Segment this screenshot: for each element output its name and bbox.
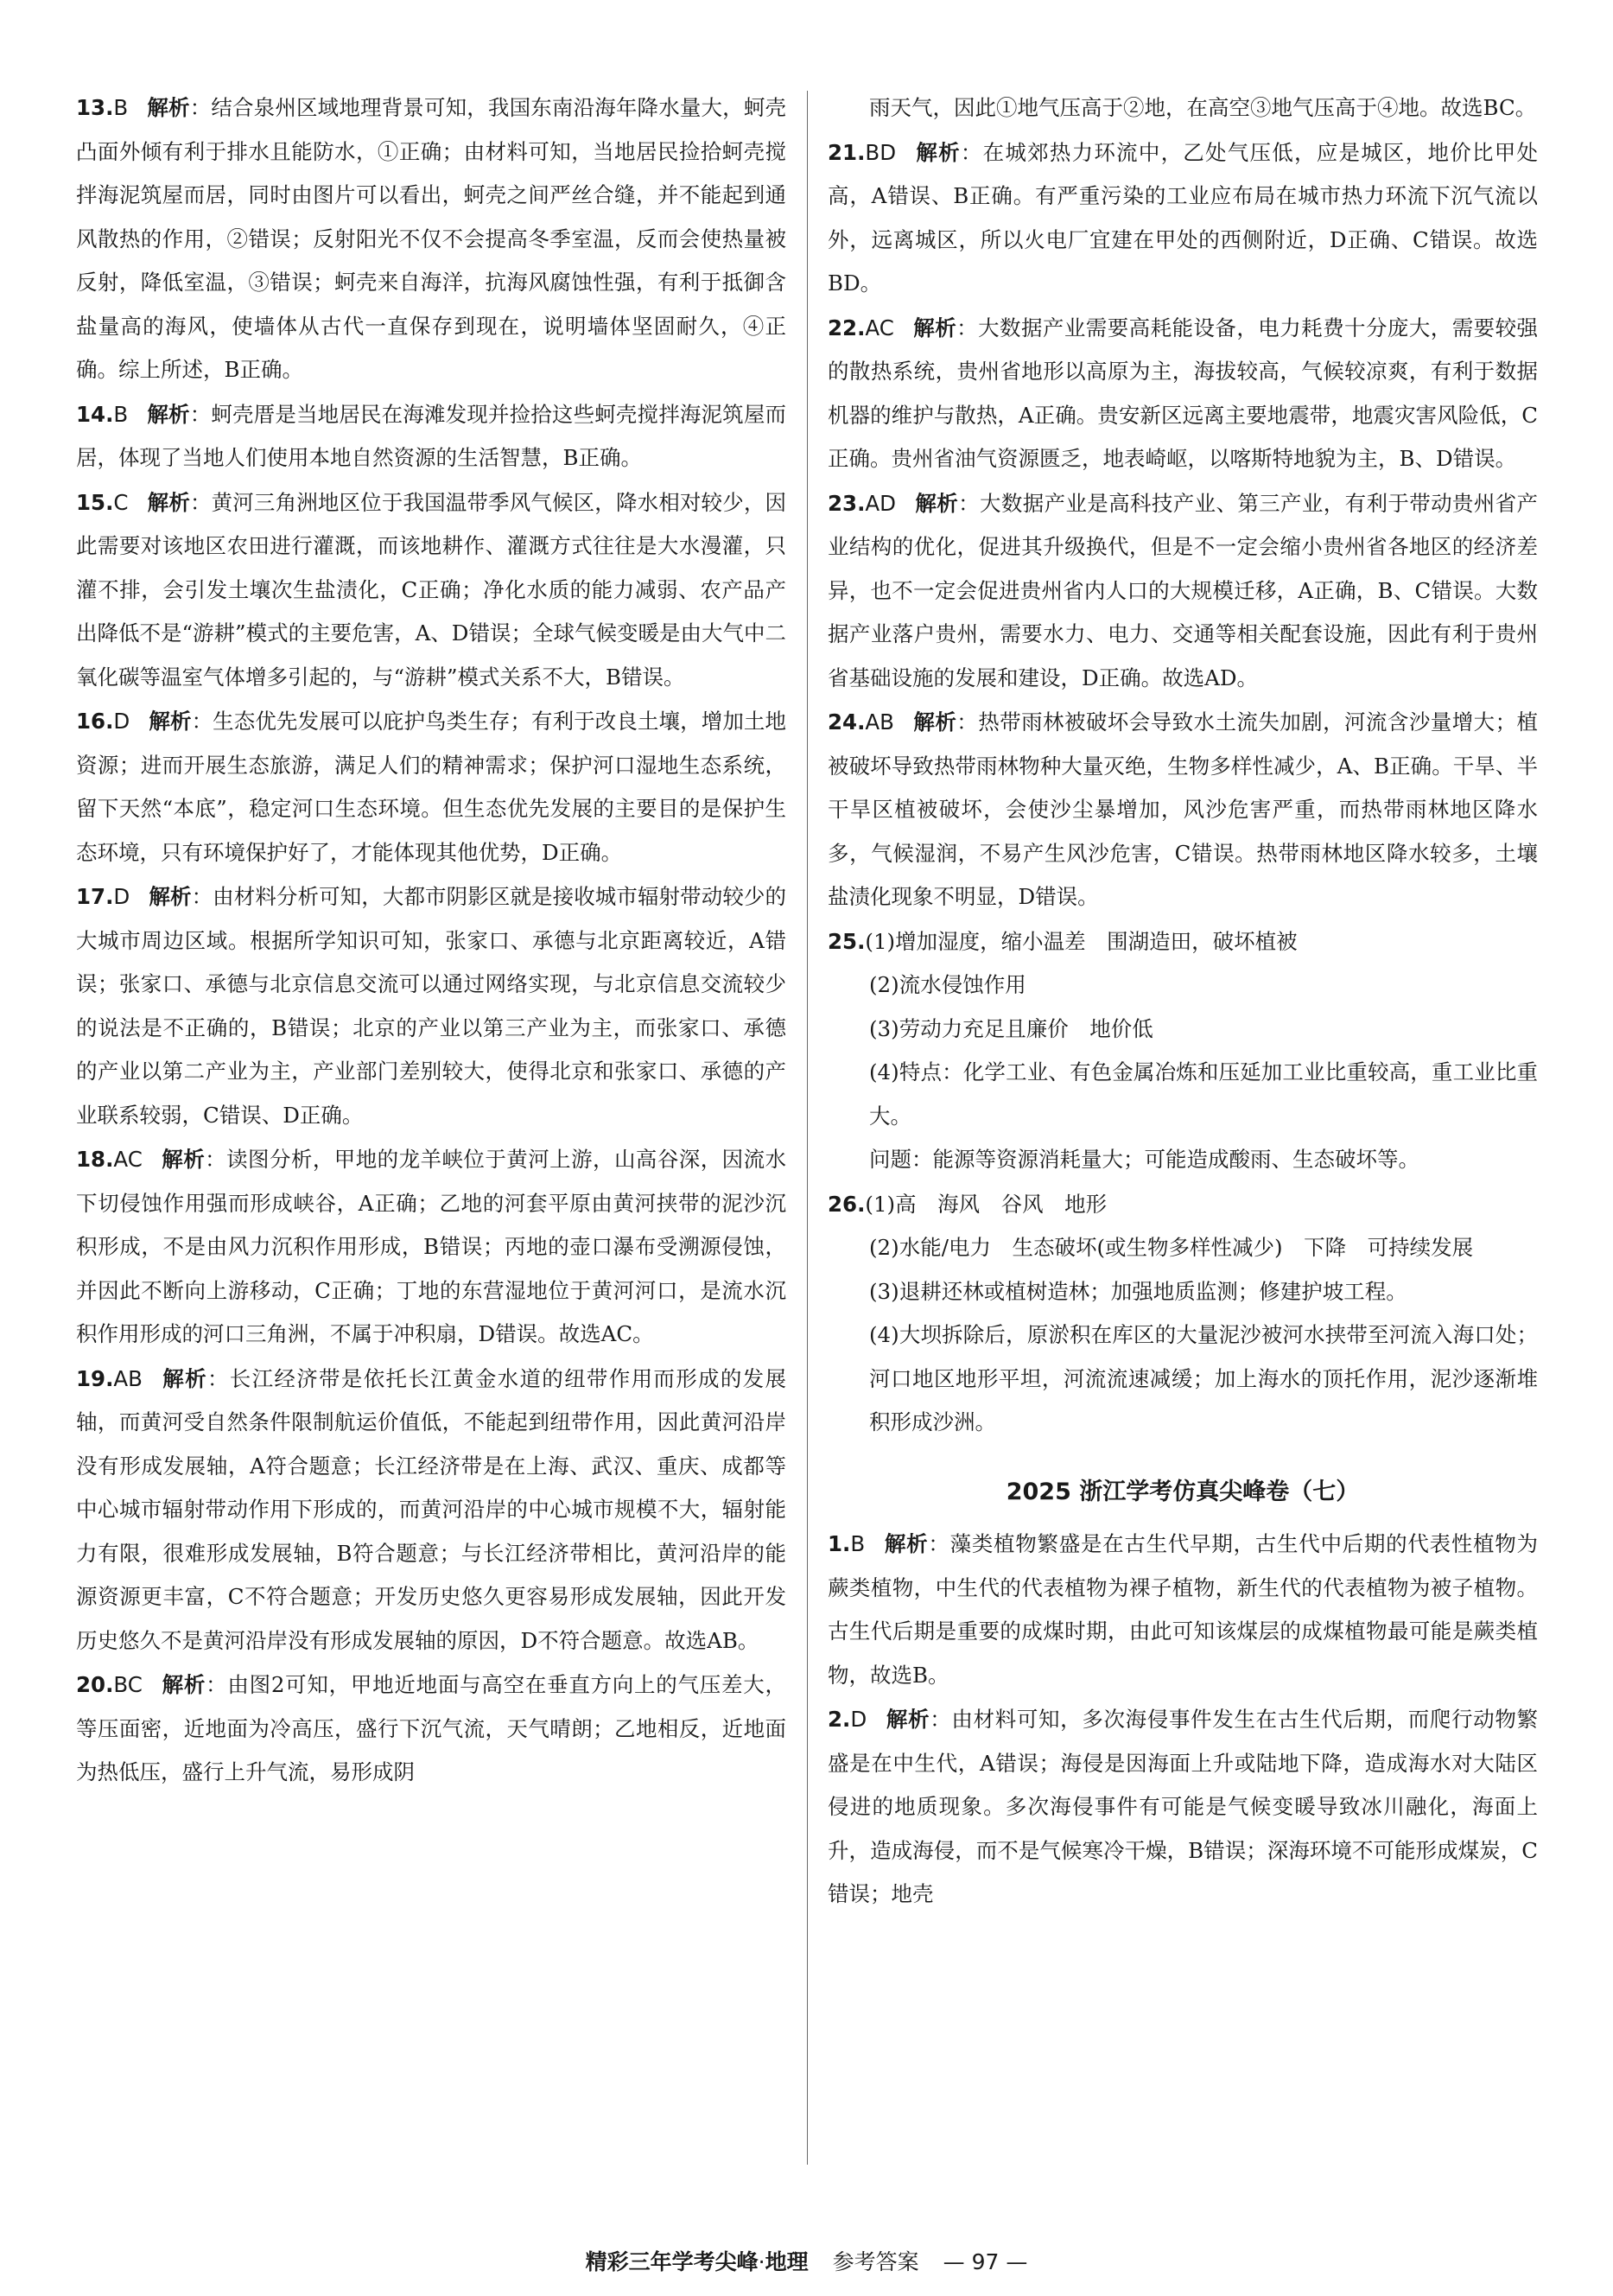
answer-choice: AB xyxy=(113,1365,143,1391)
analysis-text: ：藻类植物繁盛是在古生代早期，古生代中后期的代表性植物为蕨类植物，中生代的代表植物为裸子植物，新生代的代表植物为被子植物。古生代后期是重要的成煤时期，由此可知该煤层的成煤植物最可能是蕨类植物，故选B。 xyxy=(828,1531,1539,1688)
analysis-label: 解析 xyxy=(149,709,192,734)
analysis-label: 解析 xyxy=(886,1707,930,1732)
footer-dot: · xyxy=(758,2249,765,2274)
question-number: 22. xyxy=(828,315,866,340)
section-title: 2025 浙江学考仿真尖峰卷（七） xyxy=(1006,1478,1360,1505)
question-number: 20. xyxy=(76,1672,114,1697)
analysis-label: 解析 xyxy=(912,709,957,735)
answer-choice: C xyxy=(113,489,129,515)
answer-choice: AC xyxy=(113,1147,143,1172)
question-number: 15. xyxy=(76,489,114,515)
analysis-label: 解析 xyxy=(147,401,190,427)
answer-line: (3)退耕还林或植树造林；加强地质监测；修建护坡工程。 xyxy=(869,1278,1407,1304)
analysis-label: 解析 xyxy=(149,884,192,909)
analysis-label: 解析 xyxy=(884,1531,929,1556)
question-number: 17. xyxy=(76,884,114,909)
analysis-text: ：蚵壳厝是当地居民在海滩发现并捡拾这些蚵壳搅拌海泥筑屋而居，体现了当地人们使用本地自然资源的生活智慧，B正确。 xyxy=(76,401,787,470)
question-number: 26. xyxy=(828,1191,866,1217)
analysis-label: 解析 xyxy=(161,1672,206,1697)
question-number: 2. xyxy=(828,1707,851,1732)
analysis-label: 解析 xyxy=(147,489,190,515)
question-number: 14. xyxy=(76,401,114,427)
analysis-text: ：由图2可知，甲地近地面与高空在垂直方向上的气压差大，等压面密，近地面为冷高压，盛行下沉气流，天气晴朗；乙地相反，近地面为热低压，盛行上升气流，易形成阴 xyxy=(76,1672,786,1784)
footer-subject: 地理 xyxy=(765,2249,809,2274)
answer-17 xyxy=(76,875,786,1137)
answer-choice: AC xyxy=(865,315,894,340)
left-column xyxy=(76,86,786,1796)
analysis-text: ：大数据产业需要高耗能设备，电力耗费十分庞大，需要较强的散热系统，贵州省地形以高原为主，海拔较高，气候较凉爽，有利于数据机器的维护与散热，A正确。贵安新区远离主要地震带，地震灾害风险低，C正确。贵州省油气资源匮乏，地表崎岖，以喀斯特地貌为主，B、D错误。 xyxy=(828,315,1539,471)
answer-line: (1)高 海风 谷风 地形 xyxy=(865,1191,1108,1217)
answer-choice: B xyxy=(113,95,129,120)
answer-choice: AD xyxy=(865,490,897,516)
analysis-text: ：由材料可知，多次海侵事件发生在古生代后期，而爬行动物繁盛是在中生代，A错误；海侵是因海面上升或陆地下降，造成海水对大陆区侵进的地质现象。多次海侵事件有可能是气候变暖导致冰川融化，海面上升，造成海侵，而不是气候寒冷干燥，B错误；深海环境不可能形成煤炭，C错误；地壳 xyxy=(828,1707,1539,1906)
answer-line: 问题：能源等资源消耗量大；可能造成酸雨、生态破坏等。 xyxy=(869,1147,1419,1172)
right-column xyxy=(828,86,1538,1918)
analysis-label: 解析 xyxy=(912,315,957,340)
analysis-text: ：黄河三角洲地区位于我国温带季风气候区，降水相对较少，因此需要对该地区农田进行灌溉，而该地耕作、灌溉方式往往是大水漫灌，只灌不排，会引发土壤次生盐渍化，C正确；净化水质的能力减弱、农产品产出降低不是“游耕”模式的主要危害，A、D错误；全球气候变暖是由大气中二氧化碳等温室气体增多引起的，与“游耕”模式关系不大，B错误。 xyxy=(76,489,787,690)
answer-choice: D xyxy=(113,709,130,734)
column-divider xyxy=(807,91,808,2165)
answer-line: (2)流水侵蚀作用 xyxy=(869,972,1026,997)
answer-line: (4)大坝拆除后，原淤积在库区的大量泥沙被河水挟带至河流入海口处；河口地区地形平坦，河流流速减缓；加上海水的顶托作用，泥沙逐渐堆积形成沙洲。 xyxy=(869,1322,1538,1434)
analysis-text: ：大数据产业是高科技产业、第三产业，有利于带动贵州省产业结构的优化，促进其升级换代，但是不一定会缩小贵州省各地区的经济差异，也不一定会促进贵州省内人口的大规模迁移，A正确，B、C错误。大数据产业落户贵州，需要水力、电力、交通等相关配套设施，因此有利于贵州省基础设施的发展和建设，D正确。故选AD。 xyxy=(828,490,1539,690)
answer-s1 xyxy=(828,1523,1538,1697)
question-number: 24. xyxy=(828,709,866,735)
question-number: 1. xyxy=(828,1531,851,1556)
answer-choice: BD xyxy=(865,139,897,165)
page-footer xyxy=(0,2245,1613,2276)
question-number: 16. xyxy=(76,709,114,734)
analysis-label: 解析 xyxy=(161,1365,207,1391)
answer-choice: AB xyxy=(865,709,894,735)
answer-24 xyxy=(828,701,1538,919)
answer-20-continued: 雨天气，因此①地气压高于②地，在高空③地气压高于④地。故选BC。 xyxy=(869,95,1537,120)
analysis-text: ：在城郊热力环流中，乙处气压低，应是城区，地价比甲处高，A错误、B正确。有严重污染的工业应布局在城市热力环流下沉气流以外，远离城区，所以火电厂宜建在甲处的西侧附近，D正确、C错误。故选BD。 xyxy=(828,139,1539,296)
answer-choice: D xyxy=(113,884,130,909)
answer-line: (3)劳动力充足且廉价 地价低 xyxy=(869,1015,1153,1041)
answer-19 xyxy=(76,1358,786,1663)
analysis-text: ：热带雨林被破坏会导致水土流失加剧，河流含沙量增大；植被破坏导致热带雨林物种大量灭绝，生物多样性减少，A、B正确。干旱、半干旱区植被破坏，会使沙尘暴增加，风沙危害严重，而热带雨林地区降水多，气候湿润，不易产生风沙危害，C错误。热带雨林地区降水较多，土壤盐渍化现象不明显，D错误。 xyxy=(828,709,1538,909)
answer-15 xyxy=(76,481,786,700)
analysis-label: 解析 xyxy=(147,95,190,120)
question-number: 13. xyxy=(76,95,114,120)
answer-line: (1)增加湿度，缩小温差 围湖造田，破坏植被 xyxy=(865,928,1298,954)
answer-choice: B xyxy=(850,1531,866,1556)
analysis-label: 解析 xyxy=(915,139,961,165)
answer-21 xyxy=(828,131,1538,306)
answer-14 xyxy=(76,393,786,480)
answer-line: (4)特点：化学工业、有色金属冶炼和压延加工业比重较高，重工业比重大。 xyxy=(869,1059,1538,1129)
answer-18 xyxy=(76,1138,786,1357)
answer-choice: B xyxy=(113,401,129,427)
answer-22 xyxy=(828,307,1538,481)
answer-23 xyxy=(828,482,1538,701)
analysis-text: ：生态优先发展可以庇护鸟类生存；有利于改良土壤，增加土地资源；进而开展生态旅游，满足人们的精神需求；保护河口湿地生态系统，留下天然“本底”，稳定河口生态环境。但生态优先发展的主要目的是保护生态环境，只有环境保护好了，才能体现其他优势，D正确。 xyxy=(76,709,787,865)
page-number: — 97 — xyxy=(943,2249,1028,2274)
question-number: 23. xyxy=(828,490,866,516)
analysis-text: ：读图分析，甲地的龙羊峡位于黄河上游，山高谷深，因流水下切侵蚀作用强而形成峡谷，A正确；乙地的河套平原由黄河挟带的泥沙沉积形成，不是由风力沉积作用形成，B错误；丙地的壶口瀑布受溯源侵蚀，并因此不断向上游移动，C正确；丁地的东营湿地位于黄河河口，是流水沉积作用形成的河口三角洲，不属于冲积扇，D错误。故选AC。 xyxy=(76,1147,787,1346)
analysis-label: 解析 xyxy=(915,490,959,516)
analysis-text: ：结合泉州区域地理背景可知，我国东南沿海年降水量大，蚵壳凸面外倾有利于排水且能防水，①正确；由材料可知，当地居民捡拾蚵壳搅拌海泥筑屋而居，同时由图片可以看出，蚵壳之间严丝合缝，并不能起到通风散热的作用，②错误；反射阳光不仅不会提高冬季室温，反而会使热量被反射，降低室温，③错误；蚵壳来自海洋，抗海风腐蚀性强，有利于抵御含盐量高的海风，使墙体从古代一直保存到现在，说明墙体坚固耐久，④正确。综上所述，B正确。 xyxy=(76,95,787,382)
answer-13 xyxy=(76,86,786,392)
answer-20 xyxy=(76,1663,786,1795)
footer-series: 精彩三年学考尖峰 xyxy=(585,2249,759,2274)
answer-16 xyxy=(76,700,786,875)
question-number: 21. xyxy=(828,139,866,165)
answer-25 xyxy=(828,920,1538,1182)
answer-choice: D xyxy=(850,1707,867,1732)
question-number: 25. xyxy=(828,928,866,954)
answer-choice: BC xyxy=(113,1672,143,1697)
analysis-text: ：长江经济带是依托长江黄金水道的纽带作用而形成的发展轴，而黄河受自然条件限制航运价值低，不能起到纽带作用，因此黄河沿岸没有形成发展轴，A符合题意；长江经济带是在上海、武汉、重庆、成都等中心城市辐射带动作用下形成的，而黄河沿岸的中心城市规模不大，辐射能力有限，很难形成发展轴，B符合题意；与长江经济带相比，黄河沿岸的能源资源更丰富，C不符合题意；开发历史悠久更容易形成发展轴，因此开发历史悠久不是黄河沿岸没有形成发展轴的原因，D不符合题意。故选AB。 xyxy=(76,1365,787,1653)
analysis-label: 解析 xyxy=(161,1147,206,1172)
analysis-text: ：由材料分析可知，大都市阴影区就是接收城市辐射带动较少的大城市周边区域。根据所学知识可知，张家口、承德与北京距离较近，A错误；张家口、承德与北京信息交流可以通过网络实现，与北京信息交流较少的说法是不正确的，B错误；北京的产业以第三产业为主，而张家口、承德的产业以第二产业为主，产业部门差别较大，使得北京和张家口、承德的产业联系较弱，C错误、D正确。 xyxy=(76,884,787,1128)
answer-26 xyxy=(828,1183,1538,1445)
answer-line: (2)水能/电力 生态破坏(或生物多样性减少) 下降 可持续发展 xyxy=(869,1235,1474,1260)
question-number: 18. xyxy=(76,1147,114,1172)
answer-s2 xyxy=(828,1698,1538,1917)
question-number: 19. xyxy=(76,1365,114,1391)
footer-section: 参考答案 xyxy=(832,2249,919,2274)
